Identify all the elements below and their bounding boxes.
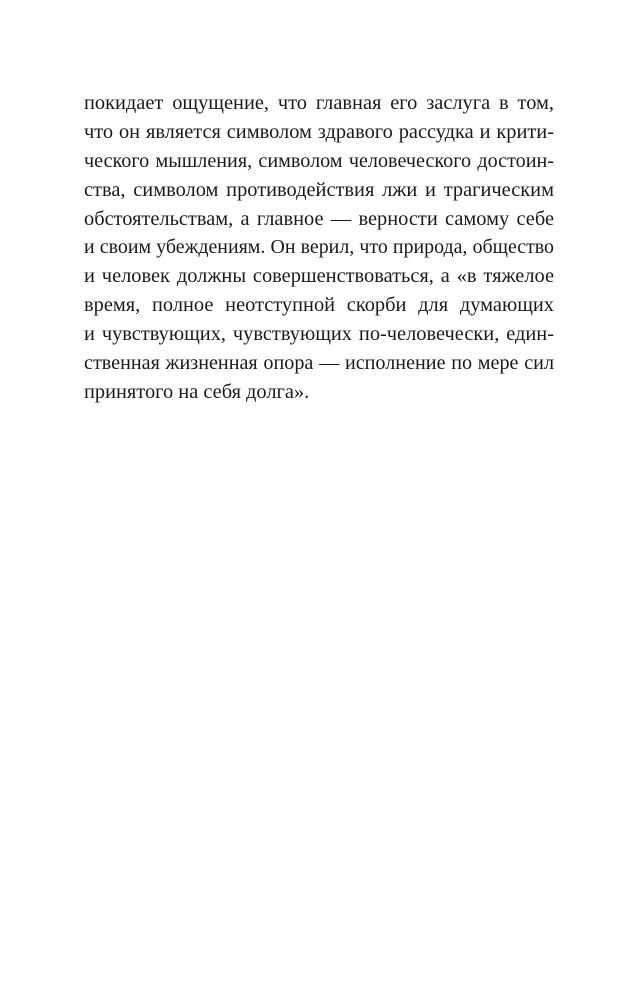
paragraph-line: ства, символом противодействия лжи и трагическим: [84, 178, 554, 201]
paragraph-line: что он является символом здравого рассудка и крити-: [84, 120, 554, 143]
paragraph-line: время, полное неотступной скорби для думающих: [84, 294, 554, 317]
paragraph-line: обстоятельствам, а главное — верности самому себе: [84, 207, 554, 230]
paragraph-line: и чувствующих, чувствующих по-человечески, един-: [84, 323, 554, 346]
paragraph-line: ческого мышления, символом человеческого достоин-: [84, 149, 554, 172]
paragraph-line: ственная жизненная опора — исполнение по мере сил: [84, 352, 554, 375]
paragraph-line: и человек должны совершенствоваться, а «в тяжелое: [84, 265, 554, 288]
body-paragraph: [84, 89, 554, 407]
paragraph-line: покидает ощущение, что главная его заслуга в том,: [84, 92, 554, 114]
paragraph-line: и своим убеждениям. Он верил, что природа, общество: [84, 236, 554, 259]
paragraph-line: принятого на себя долга».: [84, 380, 310, 403]
